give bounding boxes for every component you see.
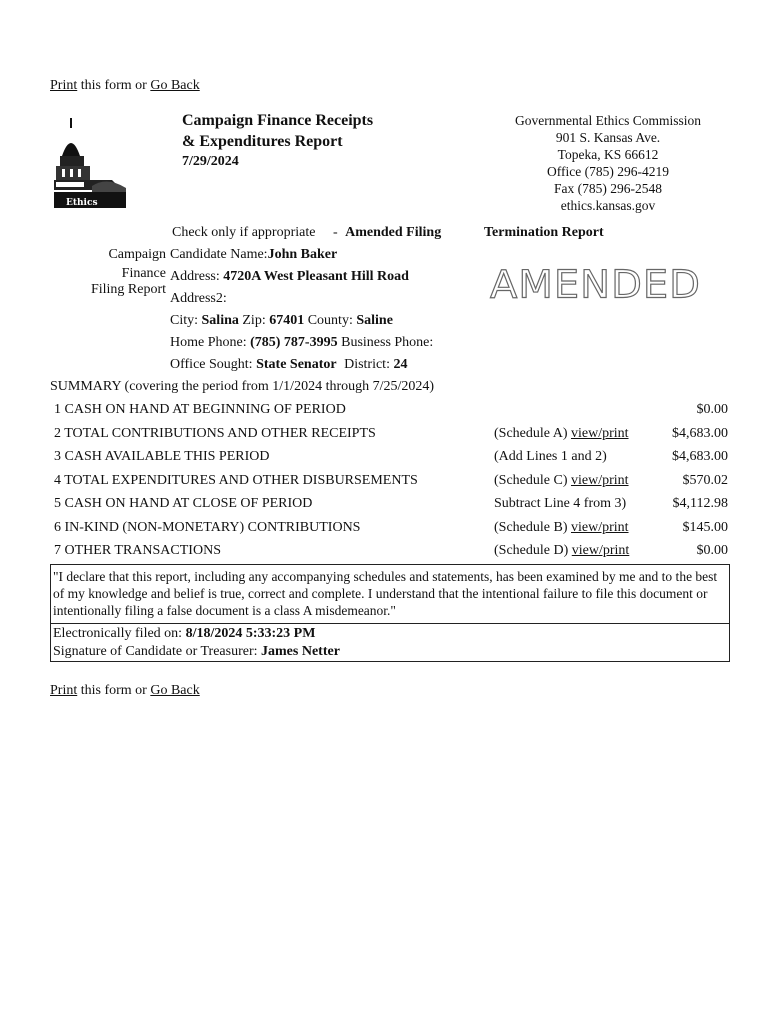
filed-on-value: 8/18/2024 5:33:23 PM — [185, 626, 316, 641]
summary-row-amount: $4,683.00 — [672, 425, 728, 441]
city-zip-county-row — [170, 313, 393, 329]
office-row — [170, 357, 407, 373]
office-sought-value: State Senator — [256, 357, 337, 372]
city-value: Salina — [201, 313, 239, 328]
summary-row-schedule — [494, 473, 629, 489]
summary-row-amount: $0.00 — [696, 402, 728, 417]
summary-row-schedule — [494, 449, 607, 465]
report-title-line1: Campaign Finance Receipts — [182, 112, 374, 129]
agency-name: Governmental Ethics Commission — [515, 113, 701, 128]
address2-label: Address2: — [170, 291, 227, 306]
home-phone-value: (785) 787-3995 — [250, 335, 338, 350]
check-mark: - — [332, 225, 338, 240]
summary-row-amount: $570.02 — [682, 472, 728, 488]
report-date: 7/29/2024 — [182, 154, 239, 169]
address2-row — [170, 291, 227, 307]
business-phone-label: Business Phone: — [341, 335, 434, 350]
summary-row-amount: $145.00 — [682, 519, 728, 535]
summary-row-label: 6 IN-KIND (NON-MONETARY) CONTRIBUTIONS — [54, 519, 361, 535]
summary-row-label: 1 CASH ON HAND AT BEGINNING OF PERIOD — [54, 402, 346, 417]
check-text: Check only if appropriate — [172, 225, 316, 240]
summary-row-schedule — [494, 520, 629, 536]
address-row — [170, 269, 409, 285]
city-label: City: — [170, 313, 199, 328]
office-sought-label: Office Sought: — [170, 357, 253, 372]
summary-row-label: 7 OTHER TRANSACTIONS — [54, 543, 221, 558]
amended-stamp: AMENDED — [490, 263, 701, 307]
address-label: Address: — [170, 269, 220, 284]
schedule-label: (Schedule C) — [494, 472, 568, 488]
declaration-text: "I declare that this report, including any accompanying schedules and statements, has been examined by me and to the best of my knowledge and belief is true, correct and complete. I understand that the intentional failure to file this document or intentionally filing a false document is a class A misdemeanor." — [53, 569, 718, 618]
summary-row-amount: $4,683.00 — [672, 449, 728, 464]
filed-on-row — [53, 626, 315, 642]
summary-row-label: 4 TOTAL EXPENDITURES AND OTHER DISBURSEMENTS — [54, 472, 418, 488]
summary-heading: SUMMARY (covering the period from 1/1/2024 through 7/25/2024) — [50, 379, 435, 394]
bottom-nav — [50, 683, 200, 699]
side-label-line2: Finance — [121, 266, 166, 281]
view-print-link[interactable]: view/print — [570, 519, 629, 535]
summary-row-schedule — [494, 426, 629, 442]
agency-street: 901 S. Kansas Ave. — [555, 130, 661, 145]
schedule-label: (Schedule D) — [494, 543, 569, 558]
go-back-link[interactable]: Go Back — [150, 78, 200, 93]
summary-row-label: 3 CASH AVAILABLE THIS PERIOD — [54, 449, 270, 464]
phone-row — [170, 335, 433, 351]
nav-text-bottom: this form or — [80, 683, 147, 698]
district-label: District: — [344, 357, 390, 372]
view-print-link[interactable]: view/print — [571, 543, 630, 558]
schedule-label: (Add Lines 1 and 2) — [494, 449, 607, 464]
signature-value: James Netter — [261, 644, 340, 659]
summary-row-amount: $4,112.98 — [672, 496, 728, 511]
schedule-label: (Schedule B) — [494, 519, 568, 535]
campaign-finance-filing-report-label — [70, 247, 166, 298]
view-print-link[interactable]: view/print — [570, 425, 629, 441]
agency-fax: Fax (785) 296-2548 — [554, 181, 662, 196]
schedule-label: Subtract Line 4 from 3) — [494, 496, 627, 511]
side-label-line1: Campaign — [108, 247, 166, 262]
summary-row-schedule — [494, 543, 629, 559]
report-title-line2: & Expenditures Report — [182, 133, 343, 150]
filed-on-label: Electronically filed on: — [53, 626, 183, 641]
svg-text:Ethics: Ethics — [66, 198, 98, 208]
side-label-line3: Filing Report — [90, 282, 166, 297]
home-phone-label: Home Phone: — [170, 335, 247, 350]
go-back-link-bottom[interactable]: Go Back — [150, 683, 200, 698]
check-row — [172, 225, 441, 241]
summary-row-amount: $0.00 — [696, 543, 728, 558]
agency-address-block — [478, 112, 738, 214]
summary-row-label: 2 TOTAL CONTRIBUTIONS AND OTHER RECEIPTS — [54, 425, 376, 441]
agency-office-phone: Office (785) 296-4219 — [547, 164, 669, 179]
zip-value: 67401 — [269, 313, 305, 328]
summary-row-schedule — [494, 496, 626, 512]
zip-label: Zip: — [242, 313, 266, 328]
address-value: 4720A West Pleasant Hill Road — [223, 269, 409, 284]
summary-row-label: 5 CASH ON HAND AT CLOSE OF PERIOD — [54, 496, 313, 511]
kansas-capitol-seal-icon — [52, 116, 132, 214]
county-label: County: — [307, 313, 353, 328]
amended-filing-label: Amended Filing — [345, 225, 442, 240]
signature-row — [53, 644, 340, 660]
signature-label: Signature of Candidate or Treasurer: — [53, 644, 258, 659]
view-print-link[interactable]: view/print — [570, 472, 629, 488]
schedule-label: (Schedule A) — [494, 425, 568, 441]
print-link-bottom[interactable]: Print — [50, 683, 78, 698]
top-nav — [50, 78, 200, 94]
agency-website: ethics.kansas.gov — [560, 198, 656, 213]
termination-report-label: Termination Report — [484, 225, 604, 240]
print-link[interactable]: Print — [50, 78, 78, 93]
nav-text: this form or — [80, 78, 147, 93]
candidate-name-row — [170, 247, 337, 263]
district-value: 24 — [393, 357, 408, 372]
declaration-box — [50, 564, 730, 662]
candidate-name-label: Candidate Name: — [170, 247, 268, 262]
county-value: Saline — [356, 313, 393, 328]
agency-city: Topeka, KS 66612 — [557, 147, 659, 162]
candidate-name-value: John Baker — [267, 247, 338, 262]
